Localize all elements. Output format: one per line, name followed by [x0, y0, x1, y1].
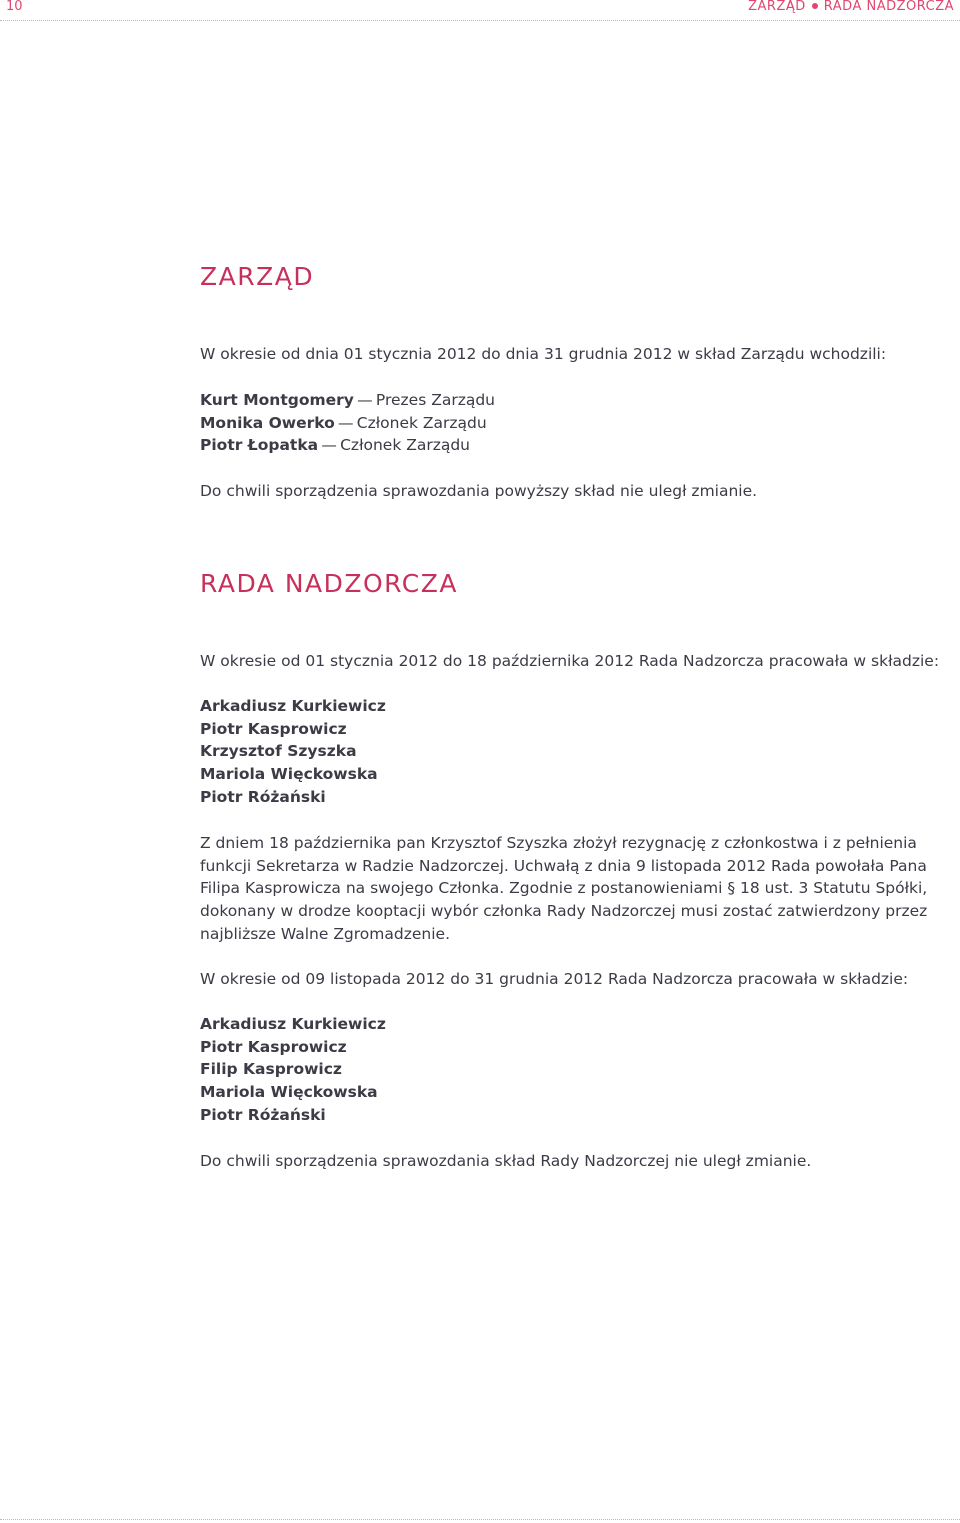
rada-member: Piotr Kasprowicz [200, 1037, 347, 1056]
bullet-dot-icon [812, 3, 818, 9]
zarzad-member-list [200, 389, 495, 457]
member-role: Członek Zarządu [356, 413, 487, 432]
rada-change-paragraph: Z dniem 18 października pan Krzysztof Szyszka złożył rezygnację z członkostwa i z pełnienia funkcji Sekretarza w Radzie Nadzorczej. Uchwałą z dnia 9 listopada 2012 Rada powołała Pana Filipa Kasprowicza na swojego Członka. Zgodnie z postanowieniami § 18 ust. 3 Statutu Spółki, dokonany w drodze kooptacji wybór członka Rady Nadzorczej musi zostać zatwierdzony przez najbliższe Walne Zgromadzenie. [200, 834, 928, 943]
dash: — [321, 436, 337, 455]
zarzad-heading: ZARZĄD [200, 262, 315, 291]
member-role: Członek Zarządu [340, 436, 471, 455]
footer-divider [0, 1519, 960, 1520]
page-number: 10 [6, 0, 23, 14]
dash: — [357, 391, 373, 409]
dash: — [338, 413, 354, 432]
rada-member: Piotr Różański [200, 787, 326, 806]
rada-member: Mariola Więckowska [200, 765, 378, 784]
zarzad-member [200, 434, 495, 457]
running-header [748, 0, 954, 14]
rada-member-list-first-period [200, 695, 386, 809]
running-header-right: RADA NADZORCZA [823, 0, 954, 14]
rada-heading: RADA NADZORCZA [200, 569, 458, 598]
rada-member-list-second-period [200, 1013, 386, 1127]
rada-member: Filip Kasprowicz [200, 1060, 342, 1079]
running-header-bar [0, 0, 960, 22]
rada-member: Krzysztof Szyszka [200, 742, 357, 761]
rada-member: Piotr Kasprowicz [200, 719, 347, 738]
zarzad-member [200, 412, 495, 435]
rada-member: Arkadiusz Kurkiewicz [200, 697, 386, 715]
rada-intro-first-period: W okresie od 01 stycznia 2012 do 18 października 2012 Rada Nadzorcza pracowała w składzie: [200, 652, 940, 670]
rada-member: Piotr Różański [200, 1105, 326, 1124]
member-name: Piotr Łopatka [200, 436, 319, 455]
zarzad-closing: Do chwili sporządzenia sprawozdania powyższy skład nie uległ zmianie. [200, 482, 758, 500]
running-header-left: ZARZĄD [748, 0, 806, 14]
member-name: Kurt Montgomery [200, 391, 354, 409]
rada-member: Mariola Więckowska [200, 1083, 378, 1102]
member-role: Prezes Zarządu [375, 391, 496, 409]
rada-intro-second-period: W okresie od 09 listopada 2012 do 31 grudnia 2012 Rada Nadzorcza pracowała w składzie: [200, 970, 909, 988]
header-divider [0, 20, 960, 21]
zarzad-intro: W okresie od dnia 01 stycznia 2012 do dnia 31 grudnia 2012 w skład Zarządu wchodzili: [200, 345, 887, 363]
rada-member: Arkadiusz Kurkiewicz [200, 1015, 386, 1033]
member-name: Monika Owerko [200, 413, 335, 432]
zarzad-member [200, 389, 495, 412]
rada-closing: Do chwili sporządzenia sprawozdania skład Rady Nadzorczej nie uległ zmianie. [200, 1152, 812, 1170]
